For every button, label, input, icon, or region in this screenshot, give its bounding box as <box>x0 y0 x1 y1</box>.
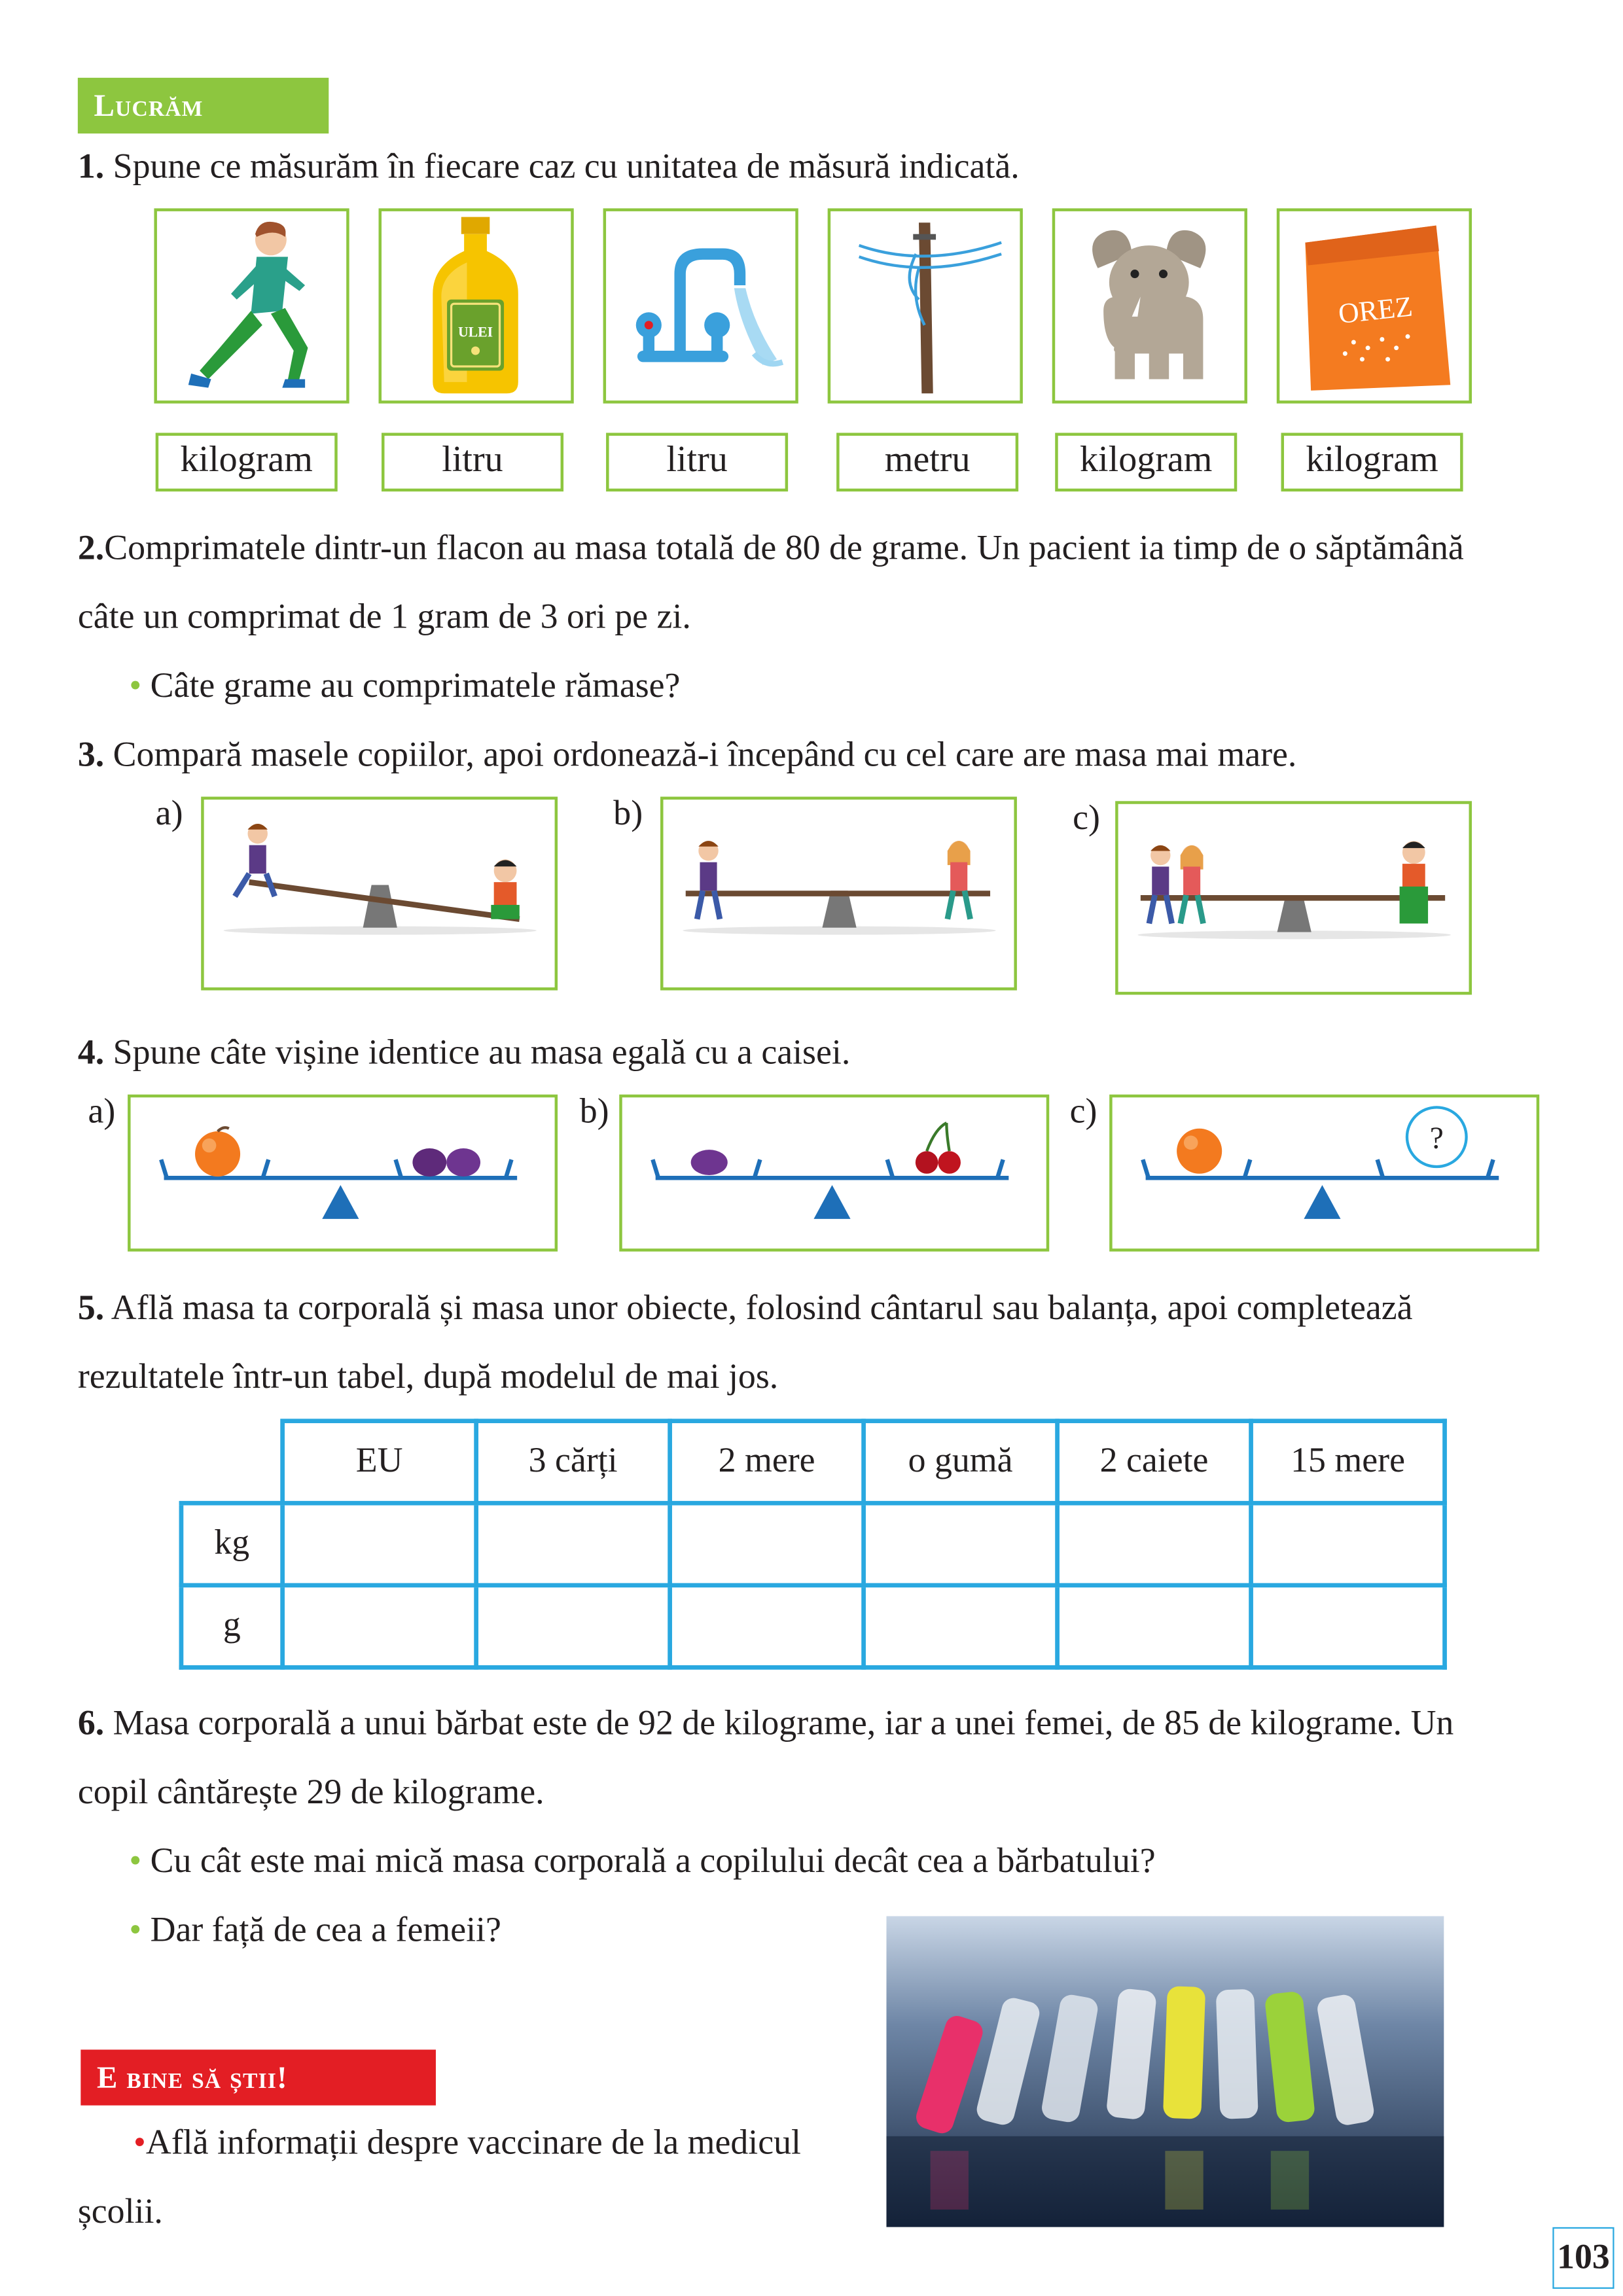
exercise-3-letter-a: a) <box>155 795 183 834</box>
exercise-6-line-1 <box>78 1702 1454 1746</box>
unit-label-5: kilogram <box>1055 433 1237 491</box>
table-row <box>181 1585 1445 1668</box>
table-cell <box>1251 1503 1445 1585</box>
balance-c-image <box>1109 1095 1539 1252</box>
exercise-4-prompt <box>78 1031 850 1075</box>
exercise-2-question <box>129 665 680 709</box>
unit-label-2: litru <box>382 433 563 491</box>
table-header-cell: 2 mere <box>670 1421 864 1504</box>
table-cell <box>670 1585 864 1668</box>
table-cell <box>1058 1503 1251 1585</box>
exercise-4-number: 4. <box>77 1034 105 1073</box>
tip-line-2: școlii. <box>77 2193 163 2232</box>
table-row-label: kg <box>181 1503 283 1585</box>
seesaw-b-image <box>660 797 1017 991</box>
unit-label-1: kilogram <box>156 433 338 491</box>
unit-label-6: kilogram <box>1281 433 1463 491</box>
table-cell <box>283 1503 476 1585</box>
utility-pole-image <box>828 208 1023 403</box>
table-cell <box>670 1503 864 1585</box>
exercise-2-line-2: câte un comprimat de 1 gram de 3 ori pe zi. <box>77 598 691 637</box>
table-row <box>181 1503 1445 1585</box>
exercise-3-number: 3. <box>77 736 105 775</box>
table-cell <box>1251 1585 1445 1668</box>
exercise-4-text: Spune câte vișine identice au masa egală cu a caisei. <box>113 1034 851 1073</box>
exercise-2-line-1 <box>78 527 1464 571</box>
exercise-4-letter-b: b) <box>579 1093 609 1131</box>
table-cell <box>283 1585 476 1668</box>
exercise-6-question-2 <box>129 1909 501 1952</box>
tip-line-1 <box>134 2121 801 2165</box>
table-header-cell: 15 mere <box>1251 1421 1445 1504</box>
table-row-label: g <box>181 1585 283 1668</box>
bullet-icon: • <box>129 1843 142 1881</box>
exercise-1-text: Spune ce măsurăm în fiecare caz cu unitatea de măsură indicată. <box>113 148 1020 186</box>
water-tap-image <box>603 208 798 403</box>
exercise-6-question-1 <box>129 1840 1155 1884</box>
page-number: 103 <box>1552 2227 1614 2289</box>
balance-b-image <box>619 1095 1049 1252</box>
exercise-4-letter-c: c) <box>1069 1093 1097 1131</box>
bullet-icon: • <box>129 1911 142 1951</box>
rice-bag-label-text: OREZ <box>1336 291 1414 330</box>
table-cell <box>476 1585 670 1668</box>
exercise-5-number: 5. <box>77 1289 105 1328</box>
rice-bag-image <box>1277 208 1472 403</box>
exercise-6-question-1-text: Cu cât este mai mică masa corporală a copilului decât cea a bărbatului? <box>150 1843 1156 1881</box>
unknown-count-text: ? <box>1429 1121 1444 1156</box>
bullet-icon: • <box>129 667 142 706</box>
oil-bottle-image <box>379 208 574 403</box>
tip-text: Află informații despre vaccinare de la medicul <box>145 2124 802 2163</box>
table-cell <box>476 1503 670 1585</box>
exercise-3-letter-b: b) <box>613 795 643 834</box>
exercise-6-question-2-text: Dar față de cea a femeii? <box>150 1911 501 1951</box>
running-boy-image <box>154 208 349 403</box>
unit-label-4: metru <box>836 433 1018 491</box>
exercise-2-number: 2. <box>77 529 105 568</box>
elephant-image <box>1052 208 1247 403</box>
exercise-2-text: Comprimatele dintr-un flacon au masa totală de 80 de grame. Un pacient ia timp de o săptămână <box>104 529 1464 568</box>
exercise-1-prompt <box>78 145 1020 189</box>
exercise-5-line-1 <box>78 1286 1413 1330</box>
exercise-3-letter-c: c) <box>1073 800 1100 838</box>
exercise-6-text: Masa corporală a unui bărbat este de 92 de kilograme, iar a unei femei, de 85 de kilograme. Un <box>113 1704 1454 1743</box>
balance-a-image <box>128 1095 558 1252</box>
vaccine-vials-photo <box>886 1916 1444 2227</box>
exercise-6-number: 6. <box>77 1704 105 1743</box>
exercise-5-line-2: rezultatele într-un tabel, după modelul de mai jos. <box>77 1358 779 1397</box>
seesaw-c-image <box>1115 801 1472 995</box>
bottle-label-text: ULEI <box>457 324 493 340</box>
exercise-3-prompt <box>78 733 1297 777</box>
section-banner-lucram: Lucrăm <box>78 78 329 133</box>
table-header-cell: 2 caiete <box>1058 1421 1251 1504</box>
exercise-1-number: 1. <box>77 148 105 186</box>
table-corner-cell <box>181 1421 283 1504</box>
exercise-3-text: Compară masele copiilor, apoi ordonează-i începând cu cel care are masa mai mare. <box>113 736 1297 775</box>
table-cell <box>864 1503 1058 1585</box>
table-header-cell: EU <box>283 1421 476 1504</box>
table-header-cell: o gumă <box>864 1421 1058 1504</box>
table-cell <box>1058 1585 1251 1668</box>
measurement-table <box>179 1419 1447 1669</box>
bullet-icon: • <box>134 2124 146 2163</box>
table-header-row <box>181 1421 1445 1504</box>
exercise-5-text: Află masa ta corporală și masa unor obiecte, folosind cântarul sau balanța, apoi completează <box>111 1289 1413 1328</box>
exercise-2-question-text: Câte grame au comprimatele rămase? <box>150 667 681 706</box>
tip-banner: E bine să știi! <box>80 2049 436 2105</box>
table-cell <box>864 1585 1058 1668</box>
exercise-6-line-2: copil cântărește 29 de kilograme. <box>77 1773 544 1812</box>
seesaw-a-image <box>201 797 558 991</box>
table-header-cell: 3 cărți <box>476 1421 670 1504</box>
unit-label-3: litru <box>606 433 788 491</box>
exercise-4-letter-a: a) <box>88 1093 116 1131</box>
